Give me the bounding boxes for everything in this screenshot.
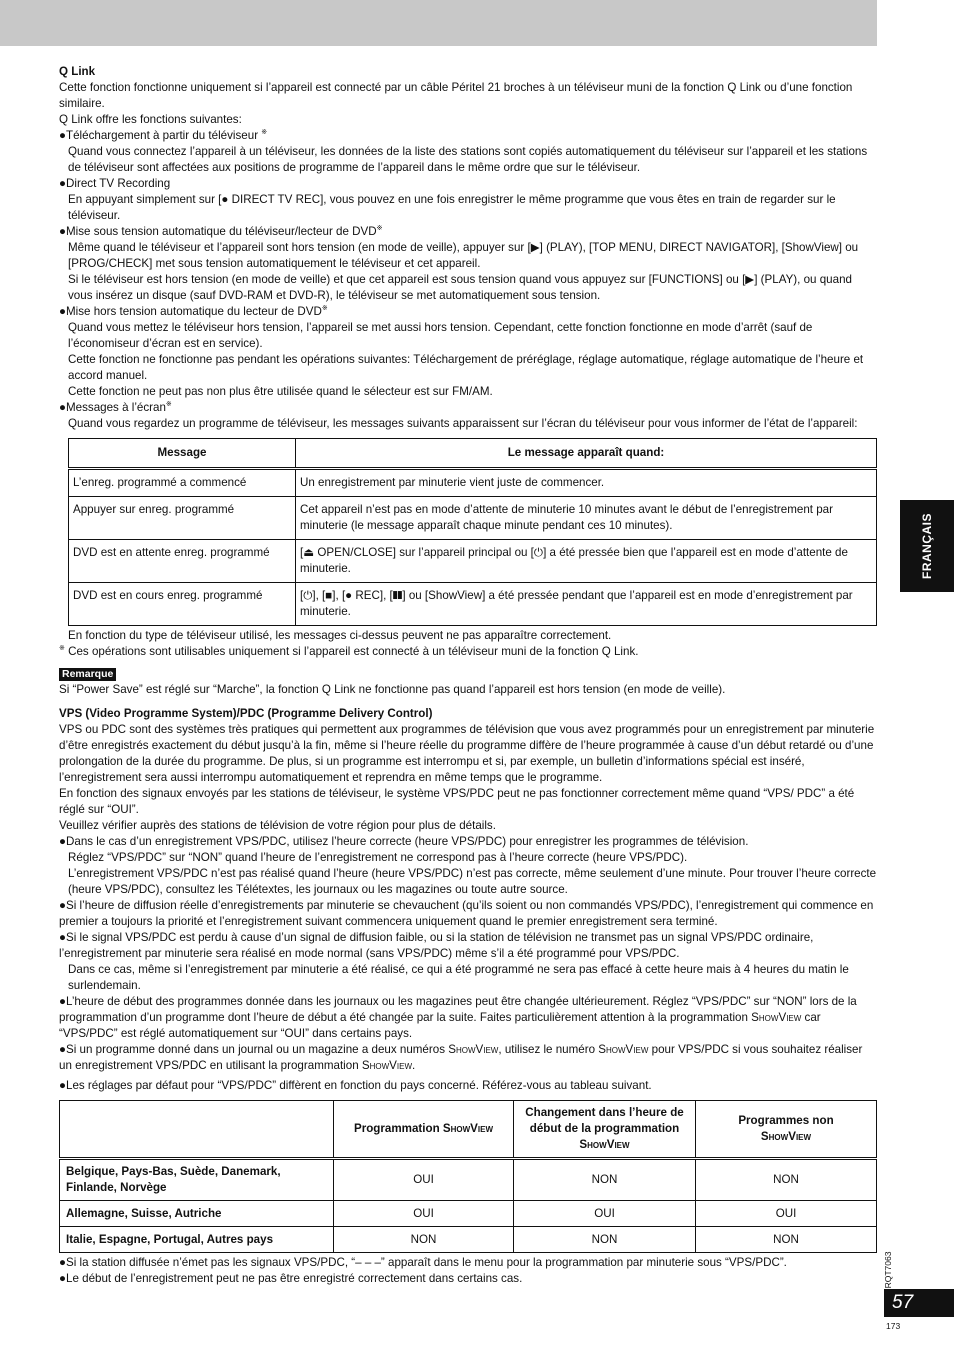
table-row xyxy=(60,1159,877,1201)
page-number-small: 173 xyxy=(886,1321,901,1331)
vps-cell: NON xyxy=(696,1159,877,1201)
table-row xyxy=(60,1227,877,1253)
vps-cell: OUI xyxy=(696,1201,877,1227)
qlink-item4-title: ●Mise hors tension automatique du lecteur de DVD※ xyxy=(59,305,328,318)
vps-bullet-3: ●Si le signal VPS/PDC est perdu à cause d’un signal de diffusion faible, ou si la station de télévision ne transmet pas un signal VPS/PDC ordinaire, l’enregistrement par minuterie sera réalisé en mode normal (sans VPS/PDC) même s’il a été programmé pour VPS/PDC. xyxy=(59,931,814,960)
vps-bullet-6: ●Les réglages par défaut pour “VPS/PDC” diffèrent en fonction du pays concerné. Référez-vous au tableau suivant. xyxy=(59,1079,652,1092)
vps-col-header-2: Changement dans l’heure de début de la programmation ShowView xyxy=(514,1101,696,1159)
when-cell: [⏏ OPEN/CLOSE] sur l’appareil principal ou [⏻] a été pressée bien que l’appareil est en mode d’attente de minuterie. xyxy=(296,540,877,583)
vps-row-label: Italie, Espagne, Portugal, Autres pays xyxy=(60,1227,334,1253)
message-table-wrap xyxy=(68,438,877,626)
message-table xyxy=(68,438,877,626)
vps-title: VPS (Video Programme System)/PDC (Programme Delivery Control) xyxy=(59,707,433,720)
vps-p3: Veuillez vérifier auprès des stations de télévision de votre région pour plus de détails. xyxy=(59,819,496,832)
qlink-footnote: ※ Ces opérations sont utilisables uniquement si l’appareil est connecté à un téléviseur muni de la fonction Q Link. xyxy=(59,645,639,658)
remarque-text: Si “Power Save” est réglé sur “Marche”, la fonction Q Link ne fonctionne pas quand l’appareil est hors tension (en mode de veille). xyxy=(59,683,726,696)
qlink-offers: Q Link offre les fonctions suivantes: xyxy=(59,113,242,126)
table-row xyxy=(60,1201,877,1227)
vps-bullet-1-text2: Réglez “VPS/PDC” sur “NON” quand l’heure de l’enregistrement ne correspond pas à l’heure correcte (heure VPS/PDC). xyxy=(68,851,688,864)
vps-after-1: ●Si la station diffusée n’émet pas les signaux VPS/PDC, “– – –” apparaît dans le menu pour la programmation par minuterie sous “VPS/PDC”. xyxy=(59,1256,787,1269)
vps-table xyxy=(59,1100,877,1253)
vps-bullet-3-text2: Dans ce cas, même si l’enregistrement par minuterie a été réalisé, ce qui a été programmé ne sera pas effacé à cette heure mais à 4 heures du matin le surlendemain. xyxy=(68,963,849,992)
message-cell: L’enreg. programmé a commencé xyxy=(69,469,296,497)
qlink-item2-text: En appuyant simplement sur [● DIRECT TV REC], vous pouvez en une fois enregistrer le même programme que vous êtes en train de regarder sur le téléviseur. xyxy=(68,193,836,222)
page-number: 57 xyxy=(892,1292,914,1313)
vps-row-label: Allemagne, Suisse, Autriche xyxy=(60,1201,334,1227)
table-row xyxy=(69,540,877,583)
vps-bullet-4: ●L’heure de début des programmes donnée dans les journaux ou les magazines peut être changée ultérieurement. Réglez “VPS/PDC” sur “NON” lors de la programmation d’un programme dont l’heure de début a été changée par la suite. Faites particulièrement attention à la programmation ShowView car “VPS/PDC” est réglé automatiquement sur “OUI” dans certains pays. xyxy=(59,995,857,1040)
vps-cell: NON xyxy=(334,1227,514,1253)
table-row xyxy=(69,469,877,497)
remarque-tag: Remarque xyxy=(59,668,116,681)
qlink-item5-text: Quand vous regardez un programme de téléviseur, les messages suivants apparaissent sur l’écran du téléviseur pour vous informer de l’état de l’appareil: xyxy=(68,417,858,430)
vps-bullet-2: ●Si l’heure de diffusion réelle d’enregistrements par minuterie se chevauchent (qu’ils soient ou non commandés VPS/PDC), l’enregistrement qui commence en premier a toujours la priorité et l’enregistrement suivant commencera uniquement quand le premier enregistrement sera terminé. xyxy=(59,899,874,928)
vps-corner-cell xyxy=(60,1101,334,1159)
when-col-header: Le message apparaît quand: xyxy=(296,439,877,469)
vps-row-label: Belgique, Pays-Bas, Suède, Danemark, Finlande, Norvège xyxy=(60,1159,334,1201)
vps-col-header-3: Programmes non ShowView xyxy=(696,1101,877,1159)
message-cell: DVD est en attente enreg. programmé xyxy=(69,540,296,583)
vps-cell: NON xyxy=(696,1227,877,1253)
qlink-intro: Cette fonction fonctionne uniquement si l’appareil est connecté par un câble Péritel 21 broches à un téléviseur muni de la fonction Q Link ou d’une fonction similaire. xyxy=(59,81,853,110)
qlink-item3-text2: Si le téléviseur est hors tension (en mode de veille) et que cet appareil est sous tension quand vous appuyez sur [FUNCTIONS] ou [▶] (PLAY), ou quand vous insérez un disque (sauf DVD-RAM et DVD-R), le téléviseur se met automatiquement sous tension. xyxy=(68,273,852,302)
vps-table-header xyxy=(60,1101,877,1159)
vps-cell: NON xyxy=(514,1159,696,1201)
vps-bullet-5: ●Si un programme donné dans un journal ou un magazine a deux numéros ShowView, utilisez le numéro ShowView pour VPS/PDC si vous souhaitez réaliser un enregistrement VPS/PDC en utilisant la programmation ShowView. xyxy=(59,1043,863,1072)
when-cell: Cet appareil n’est pas en mode d’attente de minuterie 10 minutes avant le début de l’enregistrement par minuterie (le message apparaît chaque minute pendant ces 10 minutes). xyxy=(296,497,877,540)
qlink-item3-text1: Même quand le téléviseur et l’appareil sont hors tension (en mode de veille), appuyer sur [▶] (PLAY), [TOP MENU, DIRECT NAVIGATOR], [ShowView] ou [PROG/CHECK] met sous tension automatiquement le téléviseur et cet appareil. xyxy=(68,241,859,270)
vps-after-2: ●Le début de l’enregistrement peut ne pas être enregistré correctement dans certains cas. xyxy=(59,1272,523,1285)
qlink-item1-text: Quand vous connectez l’appareil à un téléviseur, les données de la liste des stations sont copiés automatiquement du téléviseur sur l’appareil et les stations de téléviseur sont affectées aux positions de programme de l’appareil dans le même ordre que sur le téléviseur. xyxy=(68,145,868,174)
remarque-heading xyxy=(59,666,877,682)
vps-cell: NON xyxy=(514,1227,696,1253)
message-table-header xyxy=(69,439,877,469)
message-cell: Appuyer sur enreg. programmé xyxy=(69,497,296,540)
qlink-item3-title: ●Mise sous tension automatique du téléviseur/lecteur de DVD※ xyxy=(59,225,383,238)
page-number-box xyxy=(884,1289,954,1317)
vps-cell: OUI xyxy=(334,1201,514,1227)
message-cell: DVD est en cours enreg. programmé xyxy=(69,583,296,626)
qlink-item5-title: ●Messages à l’écran※ xyxy=(59,401,172,414)
qlink-item4-text3: Cette fonction ne peut pas non plus être utilisée quand le sélecteur est sur FM/AM. xyxy=(68,385,493,398)
qlink-after-table: En fonction du type de téléviseur utilisé, les messages ci-dessus peuvent ne pas apparaître correctement. xyxy=(68,629,612,642)
vps-p1: VPS ou PDC sont des systèmes très pratiques qui permettent aux programmes de télévision que vous avez programmés pour un enregistrement par minuterie d’être enregistrés exactement du début jusqu’à la fin, même si l’heure réelle du programme diffère de l’heure programmée à cause d’un début retardé ou d’une prolongation de la durée du programme. De plus, si un programme est interrompu et si, par exemple, un bulletin d’informations spécial est inséré, l’enregistrement sera aussi interrompu automatiquement et reprendra en même temps que le programme. xyxy=(59,723,875,784)
when-cell: [⏻], [■], [● REC], [❚❚] ou [ShowView] a été pressée pendant que l’appareil est en mode d’enregistrement par minuterie. xyxy=(296,583,877,626)
header-bar xyxy=(0,0,877,46)
vps-bullet-1: ●Dans le cas d’un enregistrement VPS/PDC, utilisez l’heure correcte (heure VPS/PDC) pour enregistrer les programmes de télévision. xyxy=(59,835,749,848)
qlink-item4-text1: Quand vous mettez le téléviseur hors tension, l’appareil se met aussi hors tension. Cependant, cette fonction fonctionne en mode d’arrêt (sauf de l’économiseur d’écran est en service). xyxy=(68,321,813,350)
vps-cell: OUI xyxy=(514,1201,696,1227)
table-row xyxy=(69,497,877,540)
model-number: RQT7063 xyxy=(883,1251,893,1289)
vps-p2: En fonction des signaux envoyés par les stations de téléviseur, le système VPS/PDC peut ne pas fonctionner correctement même quand “VPS/ PDC” a été réglé sur “OUI”. xyxy=(59,787,855,816)
vps-col-header-1: Programmation ShowView xyxy=(334,1101,514,1159)
message-col-header: Message xyxy=(69,439,296,469)
qlink-item4-text2: Cette fonction ne fonctionne pas pendant les opérations suivantes: Téléchargement de préréglage, réglage automatique, réglage automatique de l’heure et accord manuel. xyxy=(68,353,864,382)
main-content xyxy=(59,64,877,1287)
qlink-item1-title: ●Téléchargement à partir du téléviseur ※ xyxy=(59,129,268,142)
table-row xyxy=(69,583,877,626)
vps-bullet-1-text3: L’enregistrement VPS/PDC n’est pas réalisé quand l’heure (heure VPS/PDC) n’est pas correcte, même seulement d’une minute. Pour trouver l’heure correcte (heure VPS/PDC), consultez les Télétextes, les journaux ou les magazines ou toute autre source. xyxy=(68,867,877,896)
vps-table-wrap xyxy=(59,1100,877,1253)
language-tab: FRANÇAIS xyxy=(900,500,954,592)
when-cell: Un enregistrement par minuterie vient juste de commencer. xyxy=(296,469,877,497)
qlink-item2-title: ●Direct TV Recording xyxy=(59,177,171,190)
vps-cell: OUI xyxy=(334,1159,514,1201)
qlink-title: Q Link xyxy=(59,65,96,78)
